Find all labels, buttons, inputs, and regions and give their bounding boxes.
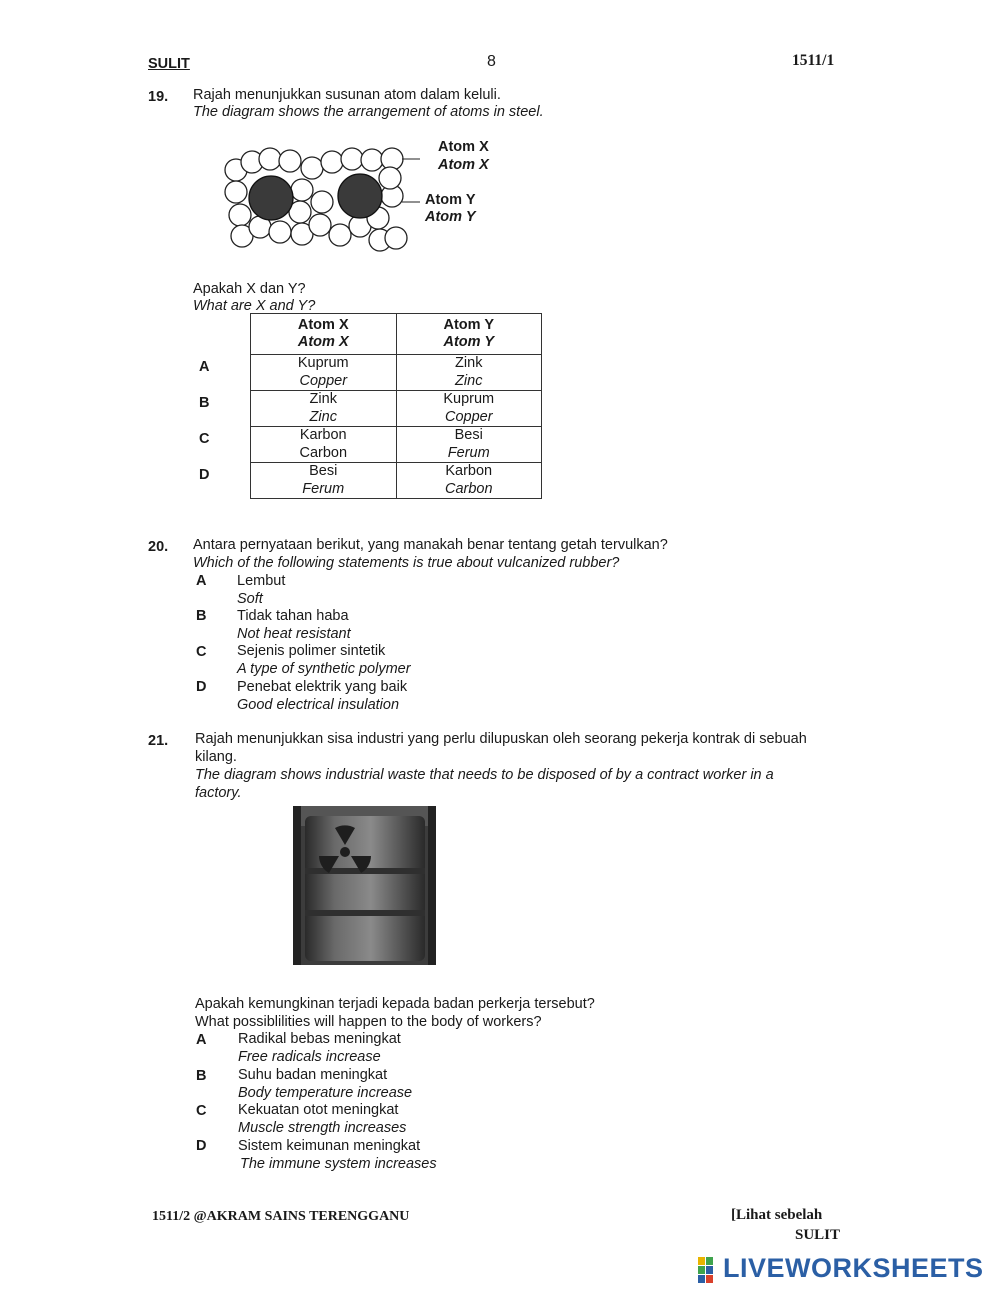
- q20-option-c-ms: Sejenis polimer sintetik: [237, 643, 386, 659]
- col-header-atom-x: Atom X Atom X: [251, 314, 397, 355]
- q21-option-b[interactable]: B: [196, 1068, 207, 1084]
- label-atom-x-en: Atom X: [438, 157, 489, 173]
- q20-text-ms: Antara pernyataan berikut, yang manakah benar tentang getah tervulkan?: [193, 537, 668, 553]
- steel-atom-diagram: [220, 140, 420, 260]
- q21-text-ms-1: Rajah menunjukkan sisa industri yang perlu dilupuskan oleh seorang pekerja kontrak di sebuah: [195, 731, 807, 747]
- q20-option-b-en: Not heat resistant: [237, 626, 351, 642]
- footer-code: 1511/2 @AKRAM SAINS TERENGGANU: [152, 1209, 410, 1224]
- table-row: Zink Zinc Kuprum Copper: [251, 391, 542, 427]
- q21-option-c-ms: Kekuatan otot meningkat: [238, 1102, 399, 1118]
- option-label-c[interactable]: C: [199, 431, 210, 447]
- q21-text-en-2: factory.: [195, 785, 242, 801]
- q21-text-ms-2: kilang.: [195, 749, 237, 765]
- q20-option-a-en: Soft: [237, 591, 263, 607]
- liveworksheets-logo-icon: [698, 1257, 720, 1283]
- q19-question-ms: Apakah X dan Y?: [193, 281, 306, 297]
- q20-option-d-en: Good electrical insulation: [237, 697, 400, 713]
- table-row: Kuprum Copper Zink Zinc: [251, 355, 542, 391]
- label-atom-x-ms: Atom X: [438, 139, 489, 155]
- q19-answer-table: [250, 313, 542, 499]
- q19-text-en: The diagram shows the arrangement of atoms in steel.: [193, 104, 544, 120]
- q21-option-d-en: The immune system increases: [240, 1156, 437, 1172]
- q19-question-en: What are X and Y?: [193, 298, 316, 314]
- q21-option-b-ms: Suhu badan meningkat: [238, 1067, 388, 1083]
- q19-number: 19.: [148, 89, 169, 105]
- paper-code: 1511/1: [792, 52, 835, 69]
- q20-option-d-ms: Penebat elektrik yang baik: [237, 679, 408, 695]
- q21-option-c-en: Muscle strength increases: [238, 1120, 407, 1136]
- table-row: Karbon Carbon Besi Ferum: [251, 427, 542, 463]
- footer-sulit: SULIT: [795, 1227, 841, 1243]
- q20-number: 20.: [148, 539, 169, 555]
- q21-option-c[interactable]: C: [196, 1103, 207, 1119]
- page-number: 8: [487, 53, 496, 70]
- q21-question-en: What possiblilities will happen to the body of workers?: [195, 1014, 542, 1030]
- q21-option-d-ms: Sistem keimunan meningkat: [238, 1138, 421, 1154]
- q20-option-b[interactable]: B: [196, 608, 207, 624]
- q20-option-c[interactable]: C: [196, 644, 207, 660]
- option-label-d[interactable]: D: [199, 467, 210, 483]
- q21-text-en-1: The diagram shows industrial waste that needs to be disposed of by a contract worker in a: [195, 767, 774, 783]
- q21-option-d[interactable]: D: [196, 1138, 207, 1154]
- q20-option-c-en: A type of synthetic polymer: [237, 661, 411, 677]
- q20-option-a[interactable]: A: [196, 573, 207, 589]
- q21-question-ms: Apakah kemungkinan terjadi kepada badan perkerja tersebut?: [195, 996, 595, 1012]
- q19-text-ms: Rajah menunjukkan susunan atom dalam keluli.: [193, 87, 501, 103]
- label-atom-y-en: Atom Y: [425, 209, 476, 225]
- label-atom-y-ms: Atom Y: [425, 192, 476, 208]
- q21-option-a-en: Free radicals increase: [238, 1049, 381, 1065]
- option-label-a[interactable]: A: [199, 359, 210, 375]
- q21-option-a[interactable]: A: [196, 1032, 207, 1048]
- q21-option-a-ms: Radikal bebas meningkat: [238, 1031, 401, 1047]
- q21-option-b-en: Body temperature increase: [238, 1085, 413, 1101]
- table-row: Besi Ferum Karbon Carbon: [251, 463, 542, 499]
- footer-next-page: [Lihat sebelah: [731, 1207, 823, 1223]
- option-label-b[interactable]: B: [199, 395, 210, 411]
- liveworksheets-brand[interactable]: LIVEWORKSHEETS: [723, 1253, 984, 1283]
- q20-option-a-ms: Lembut: [237, 573, 286, 589]
- q20-option-b-ms: Tidak tahan haba: [237, 608, 349, 624]
- q21-number: 21.: [148, 733, 169, 749]
- q20-text-en: Which of the following statements is true about vulcanized rubber?: [193, 555, 620, 571]
- col-header-atom-y: Atom Y Atom Y: [396, 314, 542, 355]
- radioactive-barrel-photo: [293, 806, 436, 965]
- q20-option-d[interactable]: D: [196, 679, 207, 695]
- header-sulit: SULIT: [148, 56, 190, 72]
